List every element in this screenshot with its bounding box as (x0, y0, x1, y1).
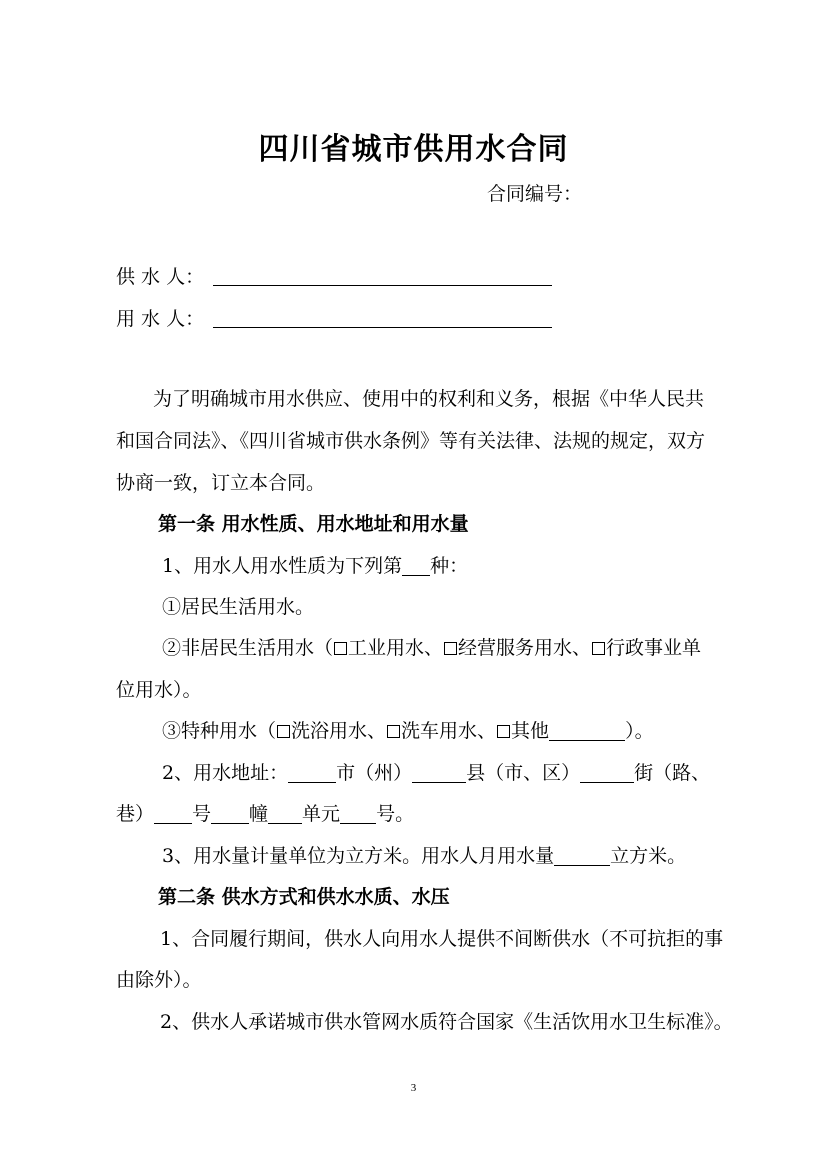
address-building: 幢 (249, 803, 269, 825)
address-number: 号 (192, 803, 212, 825)
blank (268, 803, 302, 824)
article2-item2-line1: 2、供水人承诺城市供水管网水质符合国家《生活饮用水卫生标准》。 (160, 1011, 733, 1033)
contract-number-label: 合同编号： (487, 183, 583, 205)
article2-item1-line1: 1、合同履行期间，供水人向用水人提供不间断供水（不可抗拒的事 (160, 928, 724, 950)
option2-commercial: 经营服务用水、 (458, 637, 592, 659)
address-street: 街（路、 (634, 762, 711, 784)
item1-text-end: 种： (430, 555, 469, 577)
article1-option2-line2: 位用水）。 (116, 679, 202, 701)
address-lane: 巷） (116, 803, 155, 825)
blank (154, 803, 192, 824)
address-unit: 单元 (302, 803, 341, 825)
option3-text: ③特种用水（ (162, 720, 277, 742)
option3-end: ）。 (625, 720, 654, 742)
user-label: 用 水 人： (116, 308, 205, 330)
article2-heading: 第二条 供水方式和供水水质、水压 (158, 886, 450, 908)
option3-bath: 洗浴用水、 (291, 720, 387, 742)
volume-unit: 立方米。 (610, 845, 687, 867)
checkbox-icon (497, 725, 510, 738)
option2-industrial: 工业用水、 (348, 637, 444, 659)
intro-line-2: 和国合同法》、《四川省城市供水条例》等有关法律、法规的规定，双方 (116, 430, 706, 452)
option3-other: 其他 (511, 720, 550, 742)
blank (554, 845, 610, 866)
article2-item1-line2: 由除外）。 (116, 969, 202, 991)
article1-item1 (162, 552, 468, 580)
item1-text: 1、用水人用水性质为下列第 (162, 555, 403, 577)
article1-item2-line2 (116, 800, 414, 828)
blank (211, 803, 249, 824)
article1-option3 (162, 717, 654, 745)
checkbox-icon (444, 642, 457, 655)
checkbox-icon (334, 642, 347, 655)
supplier-label: 供 水 人： (116, 266, 205, 288)
address-room: 号。 (376, 803, 415, 825)
page-number: 3 (410, 1082, 417, 1094)
intro-line-1: 为了明确城市用水供应、使用中的权利和义务，根据《中华人民共 (153, 388, 705, 410)
blank (549, 720, 625, 741)
article1-heading: 第一条 用水性质、用水地址和用水量 (158, 513, 469, 535)
option2-admin: 行政事业单 (606, 637, 702, 659)
blank (288, 762, 336, 783)
article1-item2 (162, 759, 710, 787)
document-title: 四川省城市供用水合同 (258, 132, 569, 167)
option2-text: ②非居民生活用水（ (162, 637, 334, 659)
volume-text: 3、用水量计量单位为立方米。用水人月用水量 (162, 845, 555, 867)
intro-line-3: 协商一致，订立本合同。 (116, 472, 326, 494)
checkbox-icon (277, 725, 290, 738)
article1-option1: ①居民生活用水。 (162, 596, 315, 618)
address-county: 县（市、区） (466, 762, 581, 784)
address-city: 市（州） (336, 762, 413, 784)
address-label: 2、用水地址： (162, 762, 289, 784)
checkbox-icon (387, 725, 400, 738)
option3-carwash: 洗车用水、 (401, 720, 497, 742)
article1-option2 (162, 634, 701, 662)
checkbox-icon (592, 642, 605, 655)
blank (580, 762, 634, 783)
blank (412, 762, 466, 783)
blank (402, 555, 430, 576)
user-blank (213, 327, 552, 328)
supplier-blank (213, 285, 552, 286)
article1-item3 (162, 842, 686, 870)
blank (340, 803, 376, 824)
